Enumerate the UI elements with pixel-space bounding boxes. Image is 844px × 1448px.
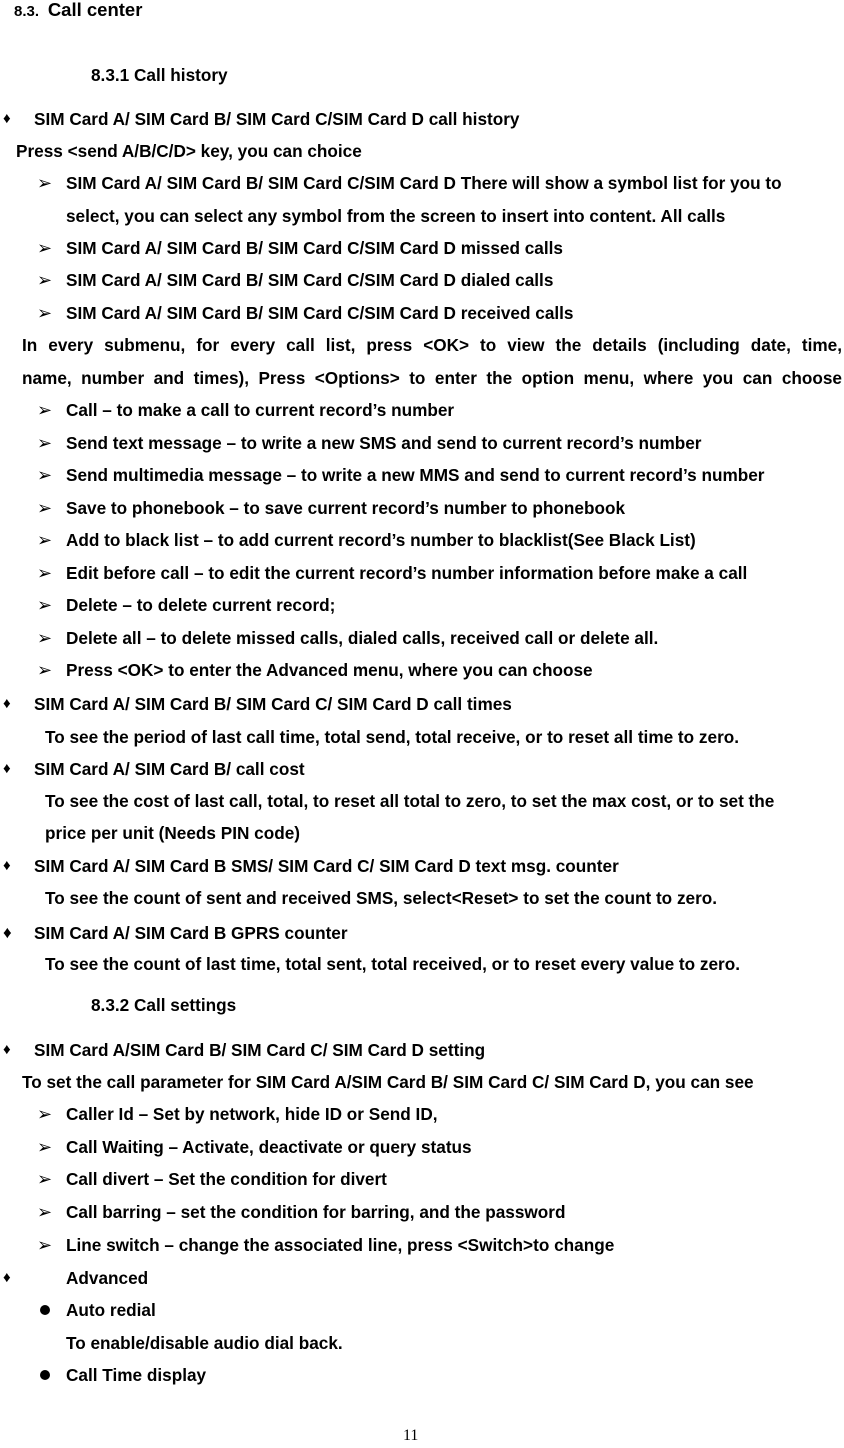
arrow-bullet-icon: ➢	[37, 1202, 53, 1222]
history-item-missed: SIM Card A/ SIM Card B/ SIM Card C/SIM Card D missed calls	[66, 238, 563, 258]
arrow-bullet-icon: ➢	[37, 1169, 53, 1189]
arrow-bullet-icon: ➢	[37, 1104, 53, 1124]
option-send-multimedia: Send multimedia message – to write a new MMS and send to current record’s number	[66, 465, 765, 485]
setting-call-waiting: Call Waiting – Activate, deactivate or query status	[66, 1137, 472, 1157]
call-times-heading: SIM Card A/ SIM Card B/ SIM Card C/ SIM Card D call times	[34, 694, 512, 714]
sms-counter-desc: To see the count of sent and received SMS, select<Reset> to set the count to zero.	[45, 888, 718, 908]
call-settings-heading: SIM Card A/SIM Card B/ SIM Card C/ SIM Card D setting	[34, 1040, 486, 1060]
option-black-list: Add to black list – to add current record’s number to blacklist(See Black List)	[66, 530, 696, 550]
option-delete: Delete – to delete current record;	[66, 595, 336, 615]
call-cost-heading: SIM Card A/ SIM Card B/ call cost	[34, 759, 305, 779]
diamond-bullet-icon: ♦	[3, 760, 11, 777]
arrow-bullet-icon: ➢	[37, 400, 53, 420]
option-save-phonebook: Save to phonebook – to save current record’s number to phonebook	[66, 498, 626, 518]
diamond-bullet-icon: ♦	[3, 923, 12, 942]
arrow-bullet-icon: ➢	[37, 465, 53, 485]
advanced-call-time-display: Call Time display	[66, 1365, 207, 1385]
diamond-bullet-icon: ♦	[3, 1269, 11, 1286]
diamond-bullet-icon: ♦	[3, 110, 11, 127]
page-number: 11	[403, 1427, 419, 1444]
option-edit-before-call: Edit before call – to edit the current record’s number information before make a call	[66, 563, 748, 583]
setting-call-divert: Call divert – Set the condition for divert	[66, 1169, 387, 1189]
advanced-heading: Advanced	[66, 1268, 149, 1288]
arrow-bullet-icon: ➢	[37, 498, 53, 518]
arrow-bullet-icon: ➢	[37, 303, 53, 323]
arrow-bullet-icon: ➢	[37, 660, 53, 680]
arrow-bullet-icon: ➢	[37, 238, 53, 258]
arrow-bullet-icon: ➢	[37, 1137, 53, 1157]
section-number: 8.3.	[14, 3, 40, 20]
submenu-paragraph-line1: In every submenu, for every call list, press <OK> to view the details (including date, time,	[22, 335, 842, 355]
call-settings-intro: To set the call parameter for SIM Card A/SIM Card B/ SIM Card C/ SIM Card D, you can see	[22, 1072, 754, 1092]
arrow-bullet-icon: ➢	[37, 173, 53, 193]
diamond-bullet-icon: ♦	[3, 857, 11, 874]
history-item-all-calls-line1: SIM Card A/ SIM Card B/ SIM Card C/SIM Card D There will show a symbol list for you to	[66, 173, 782, 193]
sms-counter-heading: SIM Card A/ SIM Card B SMS/ SIM Card C/ SIM Card D text msg. counter	[34, 856, 619, 876]
section-title: Call center	[47, 0, 143, 20]
subsection-call-history: 8.3.1 Call history	[91, 65, 228, 85]
advanced-auto-redial: Auto redial	[66, 1300, 156, 1320]
arrow-bullet-icon: ➢	[37, 1235, 53, 1255]
gprs-counter-heading: SIM Card A/ SIM Card B GPRS counter	[34, 923, 348, 943]
call-times-desc: To see the period of last call time, total send, total receive, or to reset all time to zero.	[45, 727, 740, 747]
history-item-all-calls-line2: select, you can select any symbol from the screen to insert into content. All calls	[66, 206, 726, 226]
setting-line-switch: Line switch – change the associated line, press <Switch>to change	[66, 1235, 615, 1255]
option-send-text: Send text message – to write a new SMS and send to current record’s number	[66, 433, 702, 453]
arrow-bullet-icon: ➢	[37, 563, 53, 583]
call-history-heading: SIM Card A/ SIM Card B/ SIM Card C/SIM Card D call history	[34, 109, 520, 129]
diamond-bullet-icon: ♦	[3, 695, 11, 712]
setting-call-barring: Call barring – set the condition for barring, and the password	[66, 1202, 566, 1222]
round-bullet-icon	[40, 1305, 50, 1315]
section-heading	[14, 0, 142, 22]
advanced-auto-redial-desc: To enable/disable audio dial back.	[66, 1333, 343, 1353]
option-call: Call – to make a call to current record’s number	[66, 400, 455, 420]
round-bullet-icon	[40, 1370, 50, 1380]
arrow-bullet-icon: ➢	[37, 628, 53, 648]
call-cost-desc-line2: price per unit (Needs PIN code)	[45, 823, 301, 843]
call-history-intro: Press <send A/B/C/D> key, you can choice	[16, 141, 362, 161]
call-cost-desc-line1: To see the cost of last call, total, to reset all total to zero, to set the max cost, or to set the	[45, 791, 775, 811]
history-item-dialed: SIM Card A/ SIM Card B/ SIM Card C/SIM Card D dialed calls	[66, 270, 554, 290]
setting-caller-id: Caller Id – Set by network, hide ID or Send ID,	[66, 1104, 438, 1124]
option-delete-all: Delete all – to delete missed calls, dialed calls, received call or delete all.	[66, 628, 659, 648]
arrow-bullet-icon: ➢	[37, 595, 53, 615]
arrow-bullet-icon: ➢	[37, 530, 53, 550]
submenu-paragraph-line2: name, number and times), Press <Options> to enter the option menu, where you can choose	[22, 368, 842, 388]
diamond-bullet-icon: ♦	[3, 1041, 11, 1058]
history-item-received: SIM Card A/ SIM Card B/ SIM Card C/SIM Card D received calls	[66, 303, 574, 323]
gprs-counter-desc: To see the count of last time, total sent, total received, or to reset every value to zero.	[45, 954, 741, 974]
arrow-bullet-icon: ➢	[37, 433, 53, 453]
subsection-call-settings: 8.3.2 Call settings	[91, 995, 237, 1015]
arrow-bullet-icon: ➢	[37, 270, 53, 290]
option-advanced: Press <OK> to enter the Advanced menu, where you can choose	[66, 660, 593, 680]
